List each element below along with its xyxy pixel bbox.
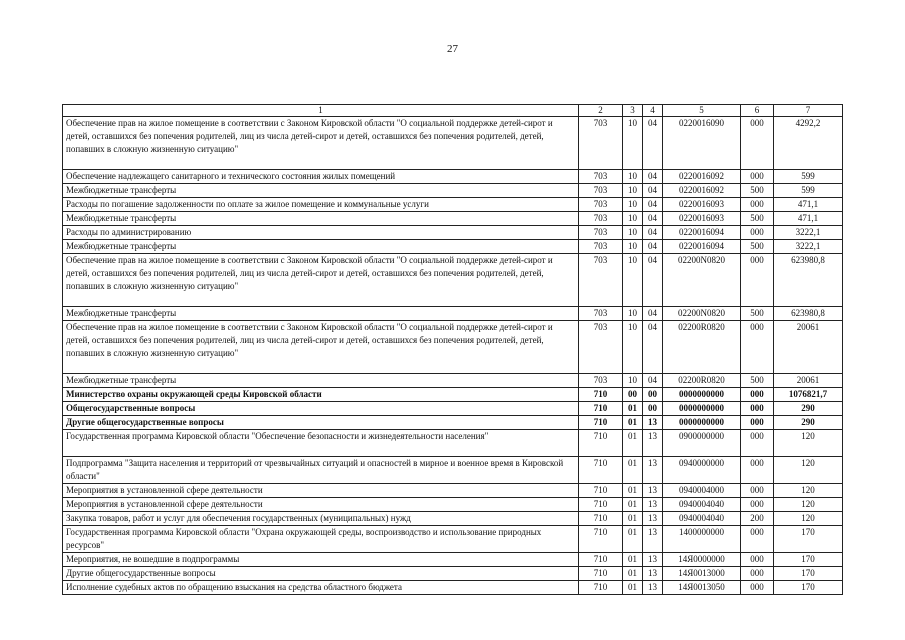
row-section-cell: 10 bbox=[623, 198, 643, 212]
row-expense-type-cell: 200 bbox=[741, 512, 774, 526]
row-target-cell: 0940004040 bbox=[663, 512, 741, 526]
row-code-cell: 710 bbox=[579, 484, 623, 498]
row-amount-cell: 623980,8 bbox=[774, 307, 843, 321]
row-name-cell: Другие общегосударственные вопросы bbox=[63, 567, 579, 581]
row-name-cell: Обеспечение надлежащего санитарного и технического состояния жилых помещений bbox=[63, 170, 579, 184]
table-row bbox=[63, 457, 843, 484]
table-row bbox=[63, 484, 843, 498]
row-code-cell: 703 bbox=[579, 226, 623, 240]
row-section-cell: 01 bbox=[623, 402, 643, 416]
budget-table bbox=[62, 104, 843, 595]
table-row bbox=[63, 170, 843, 184]
row-code-cell: 710 bbox=[579, 512, 623, 526]
row-section-cell: 10 bbox=[623, 117, 643, 170]
table-row bbox=[63, 430, 843, 457]
row-section-cell: 01 bbox=[623, 526, 643, 553]
header-cell: 3 bbox=[623, 105, 643, 117]
row-target-cell: 0000000000 bbox=[663, 416, 741, 430]
table-row bbox=[63, 498, 843, 512]
row-code-cell: 710 bbox=[579, 498, 623, 512]
row-amount-cell: 471,1 bbox=[774, 198, 843, 212]
row-subsection-cell: 04 bbox=[643, 307, 663, 321]
row-expense-type-cell: 500 bbox=[741, 307, 774, 321]
row-target-cell: 02200N0820 bbox=[663, 254, 741, 307]
row-expense-type-cell: 500 bbox=[741, 374, 774, 388]
table-row bbox=[63, 212, 843, 226]
row-code-cell: 710 bbox=[579, 388, 623, 402]
table-body bbox=[63, 105, 843, 595]
table-row bbox=[63, 416, 843, 430]
row-expense-type-cell: 000 bbox=[741, 117, 774, 170]
row-code-cell: 703 bbox=[579, 240, 623, 254]
row-name-cell: Государственная программа Кировской области "Охрана окружающей среды, воспроизводство и использование природных ресурсов" bbox=[63, 526, 579, 553]
table-row bbox=[63, 240, 843, 254]
row-target-cell: 0220016093 bbox=[663, 212, 741, 226]
row-amount-cell: 290 bbox=[774, 416, 843, 430]
row-amount-cell: 3222,1 bbox=[774, 240, 843, 254]
row-target-cell: 14Я0013050 bbox=[663, 581, 741, 595]
row-name-cell: Обеспечение прав на жилое помещение в соответствии с Законом Кировской области "О социальной поддержке детей-сирот и детей, оставшихся без попечения родителей, лиц из числа детей-сирот и детей, оставшихся без попечения родителей, детей, попавших в сложную жизненную ситуацию" bbox=[63, 117, 579, 170]
row-target-cell: 14Я0013000 bbox=[663, 567, 741, 581]
row-section-cell: 10 bbox=[623, 226, 643, 240]
row-name-cell: Другие общегосударственные вопросы bbox=[63, 416, 579, 430]
row-expense-type-cell: 000 bbox=[741, 526, 774, 553]
row-subsection-cell: 13 bbox=[643, 567, 663, 581]
row-name-cell: Государственная программа Кировской области "Обеспечение безопасности и жизнедеятельности населения" bbox=[63, 430, 579, 457]
table-row bbox=[63, 117, 843, 170]
row-section-cell: 10 bbox=[623, 374, 643, 388]
row-target-cell: 0220016092 bbox=[663, 184, 741, 198]
header-row bbox=[63, 105, 843, 117]
row-amount-cell: 170 bbox=[774, 526, 843, 553]
row-subsection-cell: 04 bbox=[643, 254, 663, 307]
row-subsection-cell: 00 bbox=[643, 388, 663, 402]
row-subsection-cell: 13 bbox=[643, 484, 663, 498]
table-row bbox=[63, 198, 843, 212]
row-amount-cell: 170 bbox=[774, 567, 843, 581]
table-row bbox=[63, 402, 843, 416]
table-row bbox=[63, 254, 843, 307]
row-section-cell: 10 bbox=[623, 254, 643, 307]
header-cell: 5 bbox=[663, 105, 741, 117]
row-target-cell: 02200R0820 bbox=[663, 374, 741, 388]
row-amount-cell: 1076821,7 bbox=[774, 388, 843, 402]
row-target-cell: 0000000000 bbox=[663, 402, 741, 416]
row-name-cell: Закупка товаров, работ и услуг для обеспечения государственных (муниципальных) нужд bbox=[63, 512, 579, 526]
row-subsection-cell: 04 bbox=[643, 321, 663, 374]
table-row bbox=[63, 321, 843, 374]
row-target-cell: 1400000000 bbox=[663, 526, 741, 553]
row-section-cell: 10 bbox=[623, 170, 643, 184]
row-expense-type-cell: 000 bbox=[741, 254, 774, 307]
row-expense-type-cell: 000 bbox=[741, 388, 774, 402]
row-subsection-cell: 13 bbox=[643, 553, 663, 567]
row-target-cell: 02200N0820 bbox=[663, 307, 741, 321]
row-code-cell: 710 bbox=[579, 416, 623, 430]
table-row bbox=[63, 581, 843, 595]
row-name-cell: Межбюджетные трансферты bbox=[63, 212, 579, 226]
row-section-cell: 01 bbox=[623, 430, 643, 457]
row-target-cell: 0900000000 bbox=[663, 430, 741, 457]
row-target-cell: 14Я0000000 bbox=[663, 553, 741, 567]
row-amount-cell: 120 bbox=[774, 484, 843, 498]
header-cell: 4 bbox=[643, 105, 663, 117]
row-amount-cell: 471,1 bbox=[774, 212, 843, 226]
row-target-cell: 02200R0820 bbox=[663, 321, 741, 374]
row-amount-cell: 120 bbox=[774, 457, 843, 484]
row-target-cell: 0220016094 bbox=[663, 240, 741, 254]
row-amount-cell: 599 bbox=[774, 170, 843, 184]
row-section-cell: 10 bbox=[623, 321, 643, 374]
row-amount-cell: 623980,8 bbox=[774, 254, 843, 307]
row-section-cell: 01 bbox=[623, 484, 643, 498]
row-code-cell: 703 bbox=[579, 307, 623, 321]
row-subsection-cell: 04 bbox=[643, 170, 663, 184]
row-expense-type-cell: 000 bbox=[741, 198, 774, 212]
row-expense-type-cell: 000 bbox=[741, 498, 774, 512]
row-name-cell: Мероприятия, не вошедшие в подпрограммы bbox=[63, 553, 579, 567]
row-target-cell: 0220016093 bbox=[663, 198, 741, 212]
row-section-cell: 01 bbox=[623, 498, 643, 512]
row-code-cell: 703 bbox=[579, 170, 623, 184]
row-expense-type-cell: 000 bbox=[741, 581, 774, 595]
row-code-cell: 710 bbox=[579, 457, 623, 484]
row-code-cell: 703 bbox=[579, 321, 623, 374]
header-cell: 7 bbox=[774, 105, 843, 117]
row-target-cell: 0220016090 bbox=[663, 117, 741, 170]
row-section-cell: 00 bbox=[623, 388, 643, 402]
table-row bbox=[63, 567, 843, 581]
table-row bbox=[63, 184, 843, 198]
row-expense-type-cell: 000 bbox=[741, 226, 774, 240]
row-name-cell: Межбюджетные трансферты bbox=[63, 307, 579, 321]
row-subsection-cell: 00 bbox=[643, 402, 663, 416]
row-section-cell: 01 bbox=[623, 416, 643, 430]
row-subsection-cell: 04 bbox=[643, 240, 663, 254]
row-name-cell: Межбюджетные трансферты bbox=[63, 374, 579, 388]
row-code-cell: 703 bbox=[579, 374, 623, 388]
row-subsection-cell: 04 bbox=[643, 212, 663, 226]
table-row bbox=[63, 226, 843, 240]
row-section-cell: 10 bbox=[623, 184, 643, 198]
row-expense-type-cell: 000 bbox=[741, 567, 774, 581]
row-code-cell: 703 bbox=[579, 212, 623, 226]
row-amount-cell: 20061 bbox=[774, 321, 843, 374]
row-subsection-cell: 13 bbox=[643, 498, 663, 512]
row-target-cell: 0220016092 bbox=[663, 170, 741, 184]
row-name-cell: Подпрограмма "Защита населения и территорий от чрезвычайных ситуаций и опасностей в мирное и военное время в Кировской области" bbox=[63, 457, 579, 484]
row-amount-cell: 120 bbox=[774, 498, 843, 512]
row-target-cell: 0940004000 bbox=[663, 484, 741, 498]
row-code-cell: 710 bbox=[579, 526, 623, 553]
row-section-cell: 01 bbox=[623, 553, 643, 567]
row-subsection-cell: 13 bbox=[643, 581, 663, 595]
row-name-cell: Обеспечение прав на жилое помещение в соответствии с Законом Кировской области "О социальной поддержке детей-сирот и детей, оставшихся без попечения родителей, лиц из числа детей-сирот и детей, оставшихся без попечения родителей, детей, попавших в сложную жизненную ситуацию" bbox=[63, 321, 579, 374]
row-section-cell: 01 bbox=[623, 567, 643, 581]
row-expense-type-cell: 000 bbox=[741, 416, 774, 430]
page-number: 27 bbox=[447, 43, 458, 55]
row-subsection-cell: 04 bbox=[643, 226, 663, 240]
row-subsection-cell: 13 bbox=[643, 526, 663, 553]
row-target-cell: 0940004040 bbox=[663, 498, 741, 512]
row-subsection-cell: 13 bbox=[643, 457, 663, 484]
row-section-cell: 01 bbox=[623, 457, 643, 484]
row-code-cell: 710 bbox=[579, 402, 623, 416]
row-name-cell: Общегосударственные вопросы bbox=[63, 402, 579, 416]
row-subsection-cell: 13 bbox=[643, 416, 663, 430]
row-name-cell: Расходы по погашение задолженности по оплате за жилое помещение и коммунальные услуги bbox=[63, 198, 579, 212]
row-section-cell: 10 bbox=[623, 240, 643, 254]
row-code-cell: 703 bbox=[579, 254, 623, 307]
row-amount-cell: 20061 bbox=[774, 374, 843, 388]
row-code-cell: 710 bbox=[579, 430, 623, 457]
row-target-cell: 0940000000 bbox=[663, 457, 741, 484]
row-name-cell: Расходы по администрированию bbox=[63, 226, 579, 240]
row-subsection-cell: 04 bbox=[643, 374, 663, 388]
row-target-cell: 0220016094 bbox=[663, 226, 741, 240]
row-code-cell: 703 bbox=[579, 198, 623, 212]
row-subsection-cell: 13 bbox=[643, 430, 663, 457]
table-row bbox=[63, 526, 843, 553]
row-code-cell: 703 bbox=[579, 117, 623, 170]
row-name-cell: Межбюджетные трансферты bbox=[63, 240, 579, 254]
row-name-cell: Исполнение судебных актов по обращению взыскания на средства областного бюджета bbox=[63, 581, 579, 595]
row-name-cell: Мероприятия в установленной сфере деятельности bbox=[63, 484, 579, 498]
header-cell: 1 bbox=[63, 105, 579, 117]
row-expense-type-cell: 000 bbox=[741, 170, 774, 184]
row-subsection-cell: 04 bbox=[643, 117, 663, 170]
row-name-cell: Мероприятия в установленной сфере деятельности bbox=[63, 498, 579, 512]
table-row bbox=[63, 388, 843, 402]
row-amount-cell: 3222,1 bbox=[774, 226, 843, 240]
header-cell: 6 bbox=[741, 105, 774, 117]
table-row bbox=[63, 553, 843, 567]
row-code-cell: 710 bbox=[579, 581, 623, 595]
row-name-cell: Обеспечение прав на жилое помещение в соответствии с Законом Кировской области "О социальной поддержке детей-сирот и детей, оставшихся без попечения родителей, лиц из числа детей-сирот и детей, оставшихся без попечения родителей, детей, попавших в сложную жизненную ситуацию" bbox=[63, 254, 579, 307]
row-amount-cell: 170 bbox=[774, 581, 843, 595]
row-code-cell: 703 bbox=[579, 184, 623, 198]
row-amount-cell: 170 bbox=[774, 553, 843, 567]
row-amount-cell: 599 bbox=[774, 184, 843, 198]
row-name-cell: Межбюджетные трансферты bbox=[63, 184, 579, 198]
table-row bbox=[63, 374, 843, 388]
row-subsection-cell: 13 bbox=[643, 512, 663, 526]
row-code-cell: 710 bbox=[579, 553, 623, 567]
row-section-cell: 01 bbox=[623, 512, 643, 526]
row-amount-cell: 120 bbox=[774, 512, 843, 526]
row-section-cell: 10 bbox=[623, 212, 643, 226]
row-name-cell: Министерство охраны окружающей среды Кировской области bbox=[63, 388, 579, 402]
row-expense-type-cell: 000 bbox=[741, 321, 774, 374]
row-subsection-cell: 04 bbox=[643, 198, 663, 212]
row-amount-cell: 120 bbox=[774, 430, 843, 457]
row-expense-type-cell: 500 bbox=[741, 184, 774, 198]
row-target-cell: 0000000000 bbox=[663, 388, 741, 402]
row-expense-type-cell: 000 bbox=[741, 457, 774, 484]
row-section-cell: 01 bbox=[623, 581, 643, 595]
row-code-cell: 710 bbox=[579, 567, 623, 581]
row-amount-cell: 4292,2 bbox=[774, 117, 843, 170]
row-expense-type-cell: 000 bbox=[741, 484, 774, 498]
row-expense-type-cell: 500 bbox=[741, 240, 774, 254]
row-expense-type-cell: 500 bbox=[741, 212, 774, 226]
row-expense-type-cell: 000 bbox=[741, 430, 774, 457]
row-subsection-cell: 04 bbox=[643, 184, 663, 198]
row-expense-type-cell: 000 bbox=[741, 402, 774, 416]
table-row bbox=[63, 512, 843, 526]
table-row bbox=[63, 307, 843, 321]
header-cell: 2 bbox=[579, 105, 623, 117]
row-section-cell: 10 bbox=[623, 307, 643, 321]
row-amount-cell: 290 bbox=[774, 402, 843, 416]
row-expense-type-cell: 000 bbox=[741, 553, 774, 567]
